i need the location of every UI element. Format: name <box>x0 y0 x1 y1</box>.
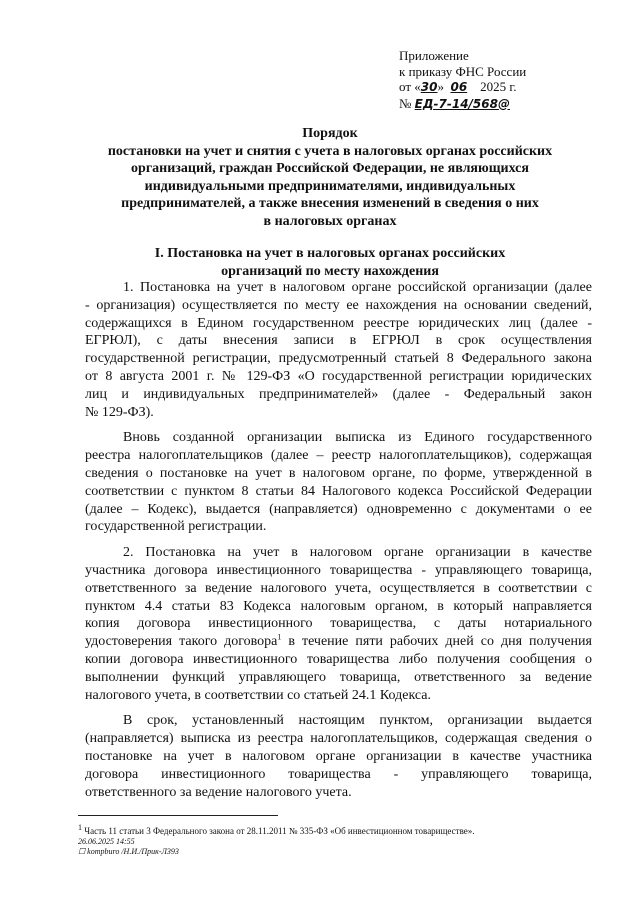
document-body <box>85 279 592 801</box>
title-line: постановки на учет и снятия с учета в налоговых органах российских <box>107 143 553 159</box>
paragraph-2 <box>85 429 592 536</box>
print-timestamp: 26.06.2025 14:55 <box>78 837 135 846</box>
title-heading: Порядок <box>302 126 358 141</box>
text-line: Вновь созданной организации выписка из Единого государственного <box>123 430 592 446</box>
text-segment: удостоверения такого договора <box>85 634 278 650</box>
title-line: индивидуальными предпринимателями, индивидуальных <box>144 178 516 194</box>
footnote-divider <box>78 815 278 816</box>
section-heading-line: организаций по месту нахождения <box>221 263 439 279</box>
text-line: постановке на учет в налоговом органе организации в качестве участника <box>85 748 592 764</box>
appendix-number <box>399 96 526 113</box>
text-line: ответственного за ведение налогового учета. <box>85 784 352 800</box>
text-line: сведения о постановке на учет в налоговом органе, по форме, утвержденной в <box>85 465 592 481</box>
footnote-1 <box>78 823 598 837</box>
order-number-handwritten: ЕД-7-14/568@ <box>414 96 510 111</box>
document-title <box>80 125 580 230</box>
paragraph-1 <box>85 279 592 421</box>
section-heading <box>80 245 580 280</box>
text-line: ответственного за ведение налогового учета, осуществляется в соответствии с <box>85 580 592 596</box>
text-line: государственной регистрации. <box>85 519 267 535</box>
footnote-text: Часть 11 статьи 3 Федерального закона от 28.11.2011 № 335-ФЗ «Об инвестиционном товариществе». <box>82 826 475 836</box>
text-segment: в течение пяти рабочих дней со дня получения <box>281 634 592 650</box>
appendix-order-ref: к приказу ФНС России <box>399 63 527 79</box>
text-line: копия договора инвестиционного товарищества, с даты нотариального <box>85 616 592 632</box>
appendix-block <box>399 48 526 112</box>
text-line: ЕГРЮЛ), с даты внесения записи в ЕГРЮЛ в срок осуществления <box>85 333 592 349</box>
date-year: 2025 г. <box>480 79 517 94</box>
text-line: выполнении функций управляющего товарища, ответственного за ведение <box>85 669 592 685</box>
text-line: содержащихся в Едином государственном реестре юридических лиц (далее - <box>85 315 592 331</box>
footnote-ref-1[interactable]: 1 <box>277 632 282 642</box>
footnote-mark: 1 <box>78 823 82 832</box>
file-reference: ☐ kompburo /Н.И./Прик-Л393 <box>78 847 179 856</box>
text-line: 1. Постановка на учет в налоговом органе российской организации (далее <box>123 280 592 295</box>
title-line: предпринимателей, а также внесения изменений в сведения о них <box>121 196 539 211</box>
text-line: пунктом 4.4 статьи 83 Кодекса налоговым органом, в который направляется <box>85 598 592 614</box>
appendix-label: Приложение <box>399 48 469 63</box>
text-line: № 129-ФЗ). <box>85 404 154 420</box>
text-line: - организация) осуществляется по месту ее нахождения на основании сведений, <box>85 297 592 313</box>
text-line: государственной регистрации, предусмотренный статьей 8 Федерального закона <box>85 351 592 367</box>
text-line: участника договора инвестиционного товарищества - управляющего товарища, <box>85 562 592 578</box>
number-prefix: № <box>399 95 415 111</box>
date-mid: » <box>437 79 444 94</box>
text-line: лиц и индивидуальных предпринимателей» (далее - Федеральный закон <box>85 386 592 402</box>
paragraph-3 <box>85 544 592 704</box>
date-month-handwritten: 06 <box>450 80 468 94</box>
title-line: организаций, граждан Российской Федерации, не являющихся <box>131 161 529 176</box>
appendix-date <box>399 79 526 96</box>
paragraph-4 <box>85 712 592 801</box>
text-line: копии договора инвестиционного товарищества либо получения сообщения о <box>85 651 592 667</box>
text-line: (направляется) выписка из реестра налогоплательщиков, содержащая сведения о <box>85 731 592 747</box>
footnote-area <box>78 815 598 857</box>
section-heading-line: I. Постановка на учет в налоговых органах российских <box>154 246 506 261</box>
text-line: соответствии с пунктом 8 статьи 84 Налогового кодекса Российской Федерации <box>85 483 592 499</box>
text-line: (далее – Кодекс), выдается (направляется) одновременно с документами о ее <box>85 501 592 517</box>
date-prefix: от « <box>399 79 421 94</box>
text-line-with-footnote <box>85 633 592 651</box>
title-line: в налоговых органах <box>263 213 397 229</box>
text-line: от 8 августа 2001 г. № 129-ФЗ «О государственной регистрации юридических <box>85 368 592 384</box>
date-day-handwritten: 30 <box>420 80 438 94</box>
text-line: налогового учета, в соответствии со статьей 24.1 Кодекса. <box>85 687 431 703</box>
text-line: договора инвестиционного товарищества - управляющего товарища, <box>85 766 592 782</box>
text-line: реестра налогоплательщиков (далее – реестр налогоплательщиков), содержащая <box>85 448 592 464</box>
text-line: В срок, установленный настоящим пунктом, организации выдается <box>123 713 592 729</box>
text-line: 2. Постановка на учет в налоговом органе организации в качестве <box>123 545 592 561</box>
